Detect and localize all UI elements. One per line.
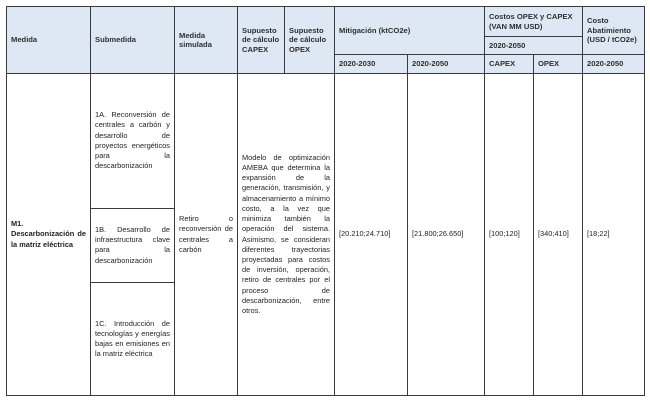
- submedida-cell: [91, 74, 175, 396]
- header-mitigacion: Mitigación (ktCO2e): [335, 7, 485, 55]
- header-medida-simulada: Medida simulada: [175, 7, 238, 74]
- header-abat-period: 2020-2050: [583, 55, 645, 74]
- abatimiento-cell: [18;22]: [583, 74, 645, 396]
- submedida-item: 1A. Reconversión de centrales a carbón y desarrollo de proyectos energéticos para la descarbonización: [91, 74, 174, 209]
- submedida-item: 1B. Desarrollo de infraestructura clave para la descarbonización: [91, 209, 174, 283]
- header-submedida: Submedida: [91, 7, 175, 74]
- header-costos: Costos OPEX y CAPEX (VAN MM USD): [485, 7, 583, 37]
- submedida-list: [91, 74, 174, 395]
- medida-simulada-cell: Retiro o reconversión de centrales a carbón: [175, 74, 238, 396]
- medida-cell: M1. Descarbonización de la matriz eléctrica: [7, 74, 91, 396]
- header-capex: CAPEX: [485, 55, 534, 74]
- header-supuesto-capex: Supuesto de cálculo CAPEX: [238, 7, 285, 74]
- capex-cell: [100;120]: [485, 74, 534, 396]
- header-costos-period: 2020-2050: [485, 37, 583, 55]
- submedida-item: 1C. Introducción de tecnologías y energías bajas en emisiones en la matriz eléctrica: [95, 318, 170, 359]
- header-supuesto-opex: Supuesto de cálculo OPEX: [285, 7, 335, 74]
- header-opex: OPEX: [534, 55, 583, 74]
- header-mit-2030: 2020-2030: [335, 55, 408, 74]
- header-mit-2050: 2020-2050: [408, 55, 485, 74]
- measures-table: [6, 6, 645, 396]
- header-row-1: [7, 7, 645, 37]
- mitigacion-2030-cell: [20.210;24.710]: [335, 74, 408, 396]
- supuesto-cell: Modelo de optimización AMEBA que determina la expansión de la generación, transmisión, y almacenamiento a mínimo costo, a la vez que minimiza también la operación del sistema. Asimismo, se consideran diferentes trayectorias proyectadas para costos de inversión, operación, retiro de centrales por el proceso de descarbonización, entre otros.: [238, 74, 335, 396]
- header-medida: Medida: [7, 7, 91, 74]
- opex-cell: [340;410]: [534, 74, 583, 396]
- mitigacion-2050-cell: [21.800;26.650]: [408, 74, 485, 396]
- header-costo-abatimiento: Costo Abatimiento (USD / tCO2e): [583, 7, 645, 55]
- table-row: [7, 74, 645, 396]
- document-table-container: [6, 6, 644, 396]
